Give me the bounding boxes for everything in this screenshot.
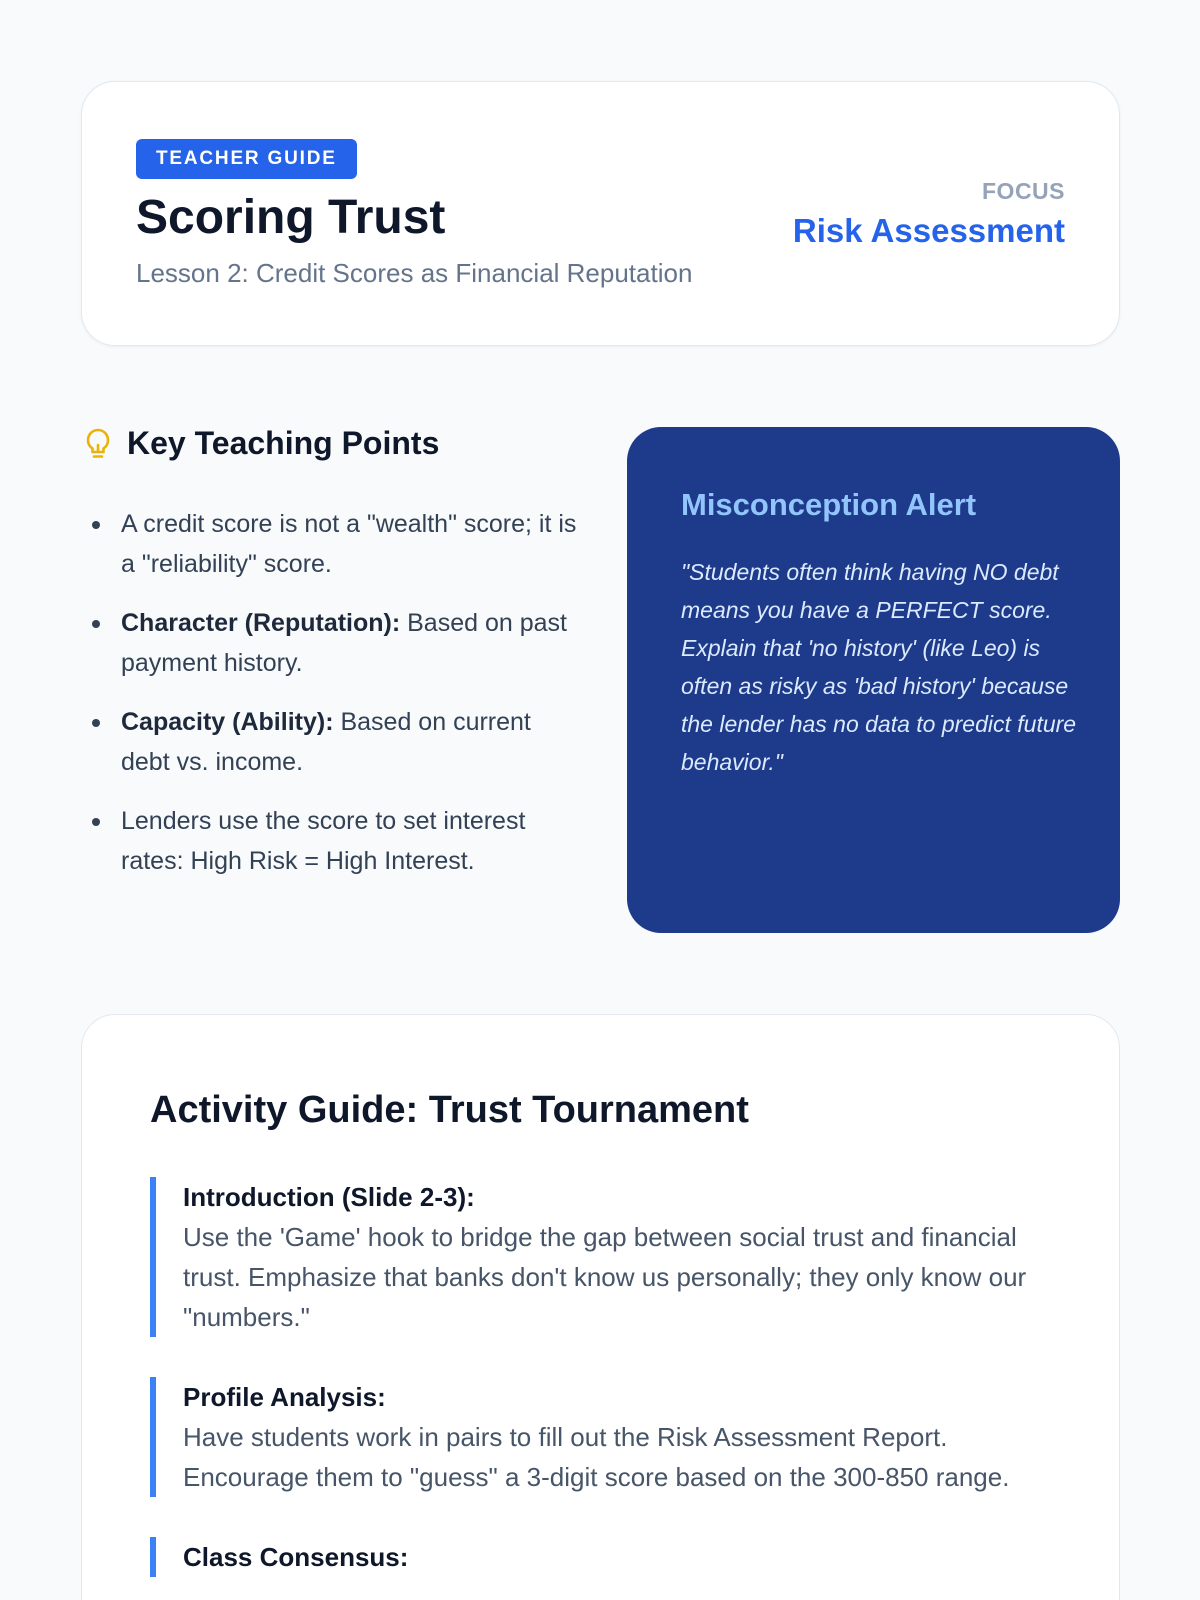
activity-step-title: Class Consensus: — [183, 1542, 409, 1572]
key-teaching-points-section — [81, 425, 581, 900]
list-item — [81, 801, 581, 881]
teaching-point-term: Capacity (Ability): — [121, 708, 334, 736]
list-item — [81, 603, 581, 683]
page-title: Scoring Trust — [136, 191, 446, 244]
list-item — [81, 504, 581, 584]
activity-step-title: Profile Analysis: — [183, 1382, 386, 1412]
activity-step — [150, 1537, 1060, 1577]
list-item — [81, 702, 581, 782]
teaching-point-text: Based on current debt vs. income. — [121, 708, 531, 776]
teaching-point-term: Character (Reputation): — [121, 609, 401, 637]
lesson-header-card — [81, 81, 1120, 346]
teaching-points-list — [81, 504, 581, 881]
teaching-point-text: A credit score is not a "wealth" score; it is a "reliability" score. — [121, 510, 577, 578]
lesson-subtitle: Lesson 2: Credit Scores as Financial Reputation — [136, 258, 693, 288]
key-teaching-points-heading — [85, 425, 581, 462]
activity-guide-card — [81, 1014, 1120, 1600]
lightbulb-icon — [85, 427, 111, 461]
activity-step — [150, 1177, 1060, 1337]
focus-label: FOCUS — [982, 178, 1065, 204]
activity-step-text: Use the 'Game' hook to bridge the gap between social trust and financial trust. Emphasize that banks don't know us personally; they only know our "numbers." — [183, 1222, 1027, 1332]
teacher-guide-badge: TEACHER GUIDE — [136, 139, 357, 179]
activity-guide-title: Activity Guide: Trust Tournament — [150, 1089, 749, 1131]
activity-steps — [150, 1177, 1060, 1600]
activity-step-title: Introduction (Slide 2-3): — [183, 1182, 475, 1212]
misconception-alert-title: Misconception Alert — [681, 487, 977, 522]
misconception-alert-card — [627, 427, 1120, 933]
misconception-alert-body: "Students often think having NO debt means you have a PERFECT score. Explain that 'no history' (like Leo) is often as risky as 'bad history' because the lender has no data to predict future behavior." — [681, 559, 1077, 775]
teaching-point-text: Based on past payment history. — [121, 609, 567, 677]
teaching-point-text: Lenders use the score to set interest rates: High Risk = High Interest. — [121, 807, 526, 875]
key-teaching-points-title: Key Teaching Points — [127, 425, 440, 461]
activity-step — [150, 1377, 1060, 1497]
focus-value: Risk Assessment — [792, 212, 1065, 249]
activity-step-text: Have students work in pairs to fill out the Risk Assessment Report. Encourage them to "guess" a 3-digit score based on the 300-850 range. — [183, 1422, 1010, 1492]
